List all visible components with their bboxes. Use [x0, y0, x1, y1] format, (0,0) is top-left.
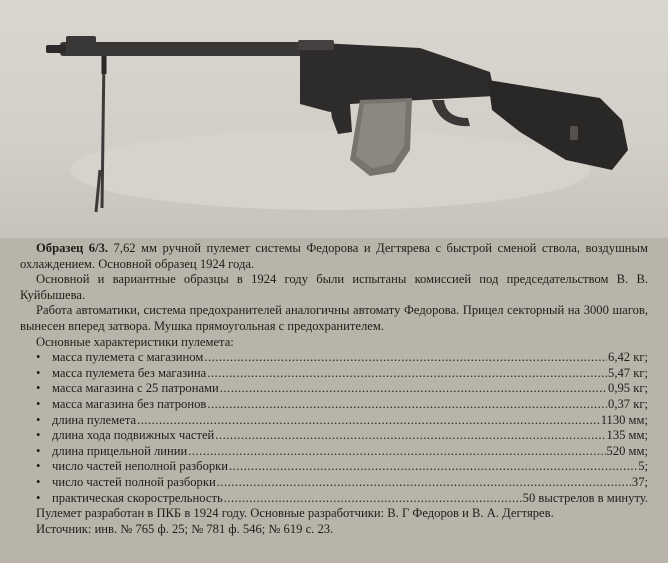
- spec-label: длина пулемета: [52, 412, 137, 427]
- mechanism-paragraph: Работа автоматики, система предохранителей аналогичны автомату Федорова. Прицел секторный на 3000 шагов, вынесен вперед затвора. Мушка прямоугольная с предохранителем.: [20, 303, 648, 333]
- spec-value: 6,42 кг;: [608, 350, 648, 365]
- spec-item: [20, 491, 648, 507]
- specs-list: [20, 350, 648, 506]
- spec-value: 37;: [631, 474, 648, 489]
- spec-label: число частей полной разборки: [52, 474, 216, 489]
- spec-item: [20, 381, 648, 397]
- spec-label: масса магазина с 25 патронами: [52, 381, 219, 396]
- spec-item: [20, 444, 648, 460]
- machine-gun-illustration: [0, 0, 668, 238]
- spec-label: масса пулемета без магазина: [52, 365, 207, 380]
- developers-paragraph: Пулемет разработан в ПКБ в 1924 году. Основные разработчики: В. Г Федоров и В. А. Дегтярев.: [36, 506, 554, 521]
- bullet-icon: •: [36, 459, 41, 474]
- spec-item: [20, 475, 648, 491]
- bullet-icon: •: [36, 396, 41, 411]
- spec-item: [20, 350, 648, 366]
- dot-leader: [137, 413, 600, 429]
- spec-value: 1130 мм;: [600, 412, 648, 427]
- dot-leader: [220, 381, 607, 397]
- caption-heading: Образец 6/3.: [36, 241, 109, 255]
- spec-value: 5,47 кг;: [608, 365, 648, 380]
- spec-value: 520 мм;: [606, 443, 648, 458]
- spec-label: длина хода подвижных частей: [52, 428, 215, 443]
- spec-label: масса магазина без патронов: [52, 396, 207, 411]
- caption-intro: 7,62 мм ручной пулемет системы Федорова и Дегтярева с быстрой сменой ствола, воздушным охлаждением. Основной образец 1924 года.: [20, 241, 648, 271]
- spec-value: 135 мм;: [606, 428, 648, 443]
- machine-gun-photo: [0, 0, 668, 238]
- commission-paragraph: Основной и вариантные образцы в 1924 году были испытаны комиссией под председательством В. В. Куйбышева.: [20, 272, 648, 302]
- bullet-icon: •: [36, 412, 41, 427]
- bullet-icon: •: [36, 474, 41, 489]
- dot-leader: [217, 475, 631, 491]
- spec-label: длина прицельной линии: [52, 443, 188, 458]
- spec-item: [20, 428, 648, 444]
- bullet-icon: •: [36, 428, 41, 443]
- dot-leader: [229, 459, 637, 475]
- spec-item: [20, 366, 648, 382]
- spec-item: [20, 459, 648, 475]
- source-paragraph: Источник: инв. № 765 ф. 25; № 781 ф. 546; № 619 с. 23.: [36, 521, 334, 536]
- caption-paragraph: [20, 241, 648, 272]
- dot-leader: [215, 428, 605, 444]
- bullet-icon: •: [36, 490, 41, 505]
- spec-item: [20, 413, 648, 429]
- spec-label: число частей неполной разборки: [52, 459, 229, 474]
- spec-label: масса пулемета с магазином: [52, 350, 204, 365]
- spec-value: 0,37 кг;: [608, 396, 648, 411]
- bullet-icon: •: [36, 443, 41, 458]
- bullet-icon: •: [36, 365, 41, 380]
- spec-item: [20, 397, 648, 413]
- dot-leader: [224, 491, 522, 507]
- bullet-icon: •: [36, 381, 41, 396]
- spec-label: практическая скорострельность: [52, 490, 223, 505]
- bullet-icon: •: [36, 350, 41, 365]
- dot-leader: [207, 366, 607, 382]
- dot-leader: [207, 397, 607, 413]
- specs-title: Основные характеристики пулемета:: [36, 334, 234, 349]
- spec-value: 5;: [638, 459, 648, 474]
- spec-value: 0,95 кг;: [608, 381, 648, 396]
- description-text: [20, 241, 648, 537]
- spec-value: 50 выстрелов в минуту.: [522, 490, 648, 505]
- dot-leader: [188, 444, 605, 460]
- dot-leader: [204, 350, 607, 366]
